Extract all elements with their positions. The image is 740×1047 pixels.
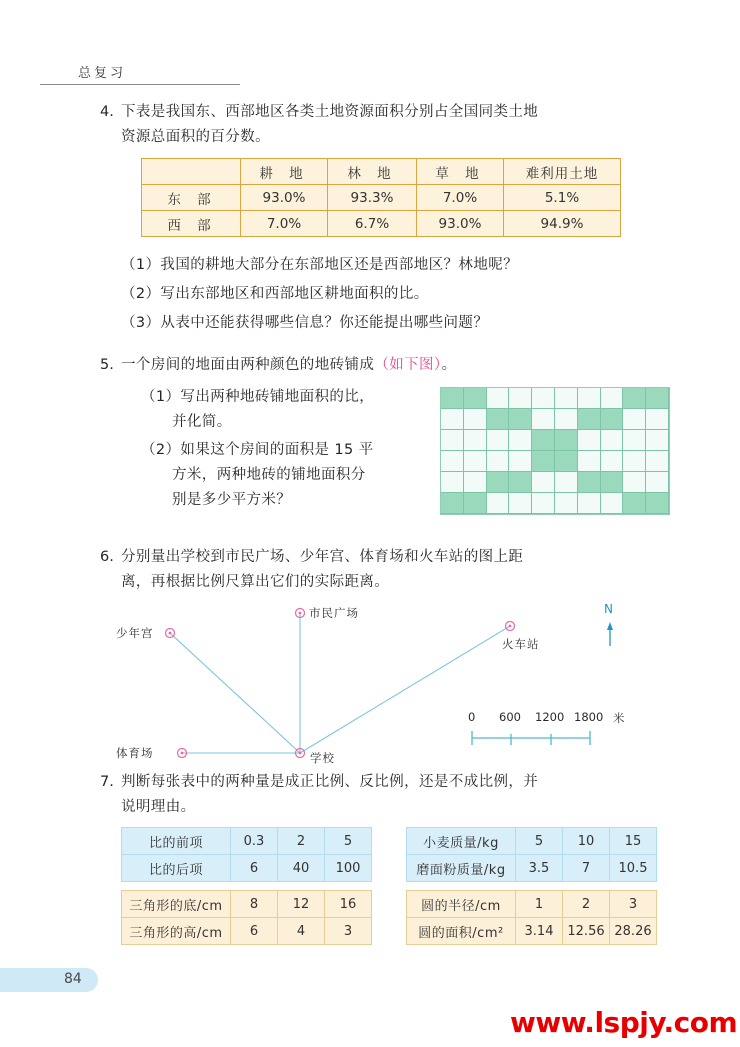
question-7-line-2: 说明理由。 xyxy=(121,799,196,815)
row-label-ratio-antecedent: 比的前项 xyxy=(122,828,231,855)
cell-value: 5 xyxy=(516,828,563,855)
tile-cell xyxy=(487,493,510,514)
cell-value: 7 xyxy=(563,855,610,882)
row-label-triangle-base: 三角形的底/cm xyxy=(122,891,231,918)
question-7-line-1: 判断每张表中的两种量是成正比例、反比例，还是不成比例，并 xyxy=(121,774,539,790)
page-number: 84 xyxy=(64,971,82,987)
question-5-sub-2c: 别是多少平方米？ xyxy=(172,492,292,508)
cell-value: 100 xyxy=(325,855,372,882)
tile-cell xyxy=(555,472,578,493)
tile-cell xyxy=(646,493,669,514)
cell-east-grassland: 7.0% xyxy=(417,185,504,211)
question-4-line-1: 下表是我国东、西部地区各类土地资源面积分别占全国同类土地 xyxy=(121,104,539,120)
scale-label-1200: 1200 xyxy=(535,710,565,724)
cell-value: 3 xyxy=(610,891,657,918)
tile-cell xyxy=(646,451,669,472)
cell-value: 28.26 xyxy=(610,918,657,945)
tile-cell xyxy=(623,451,646,472)
scale-label-600: 600 xyxy=(499,710,521,724)
table-row xyxy=(122,891,372,918)
table-corner-cell xyxy=(142,159,241,185)
circle-radius-area-table xyxy=(406,890,657,945)
tile-cell xyxy=(601,493,624,514)
scale-label-0: 0 xyxy=(468,710,476,724)
row-label-triangle-height: 三角形的高/cm xyxy=(122,918,231,945)
table-row xyxy=(122,855,372,882)
map-svg xyxy=(110,598,650,758)
page-header-title: 总复习 xyxy=(78,66,127,81)
line-school-to-train-station xyxy=(300,626,510,753)
tile-cell xyxy=(578,388,601,409)
table-row xyxy=(407,828,657,855)
tile-cell xyxy=(555,388,578,409)
question-5-sub-1b: 并化简。 xyxy=(172,414,232,430)
row-label-east: 东 部 xyxy=(142,185,241,211)
cell-east-unusable: 5.1% xyxy=(504,185,621,211)
tile-cell xyxy=(464,472,487,493)
map-label-train-station: 火车站 xyxy=(502,637,540,651)
question-5-sub-2a: （2）如果这个房间的面积是 15 平 xyxy=(141,442,374,458)
cell-west-farmland: 7.0% xyxy=(241,211,328,237)
cell-value: 16 xyxy=(325,891,372,918)
wheat-flour-table xyxy=(406,827,657,882)
row-label-circle-area: 圆的面积/cm² xyxy=(407,918,516,945)
tile-cell xyxy=(532,409,555,430)
marker-dot-train-station xyxy=(509,625,512,628)
cell-east-farmland: 93.0% xyxy=(241,185,328,211)
tile-cell xyxy=(464,388,487,409)
tile-cell xyxy=(441,409,464,430)
map-label-school: 学校 xyxy=(310,751,335,765)
row-label-west: 西 部 xyxy=(142,211,241,237)
cell-value: 3.5 xyxy=(516,855,563,882)
row-label-flour-mass: 磨面粉质量/kg xyxy=(407,855,516,882)
scale-label-1800: 1800 xyxy=(574,710,604,724)
tile-cell xyxy=(464,493,487,514)
map-label-stadium: 体育场 xyxy=(116,746,154,760)
tile-cell xyxy=(532,430,555,451)
tile-cell xyxy=(487,451,510,472)
table-row xyxy=(407,855,657,882)
question-5-line-1-end: 。 xyxy=(441,357,457,373)
cell-value: 5 xyxy=(325,828,372,855)
question-4-sub-2: （2）写出东部地区和西部地区耕地面积的比。 xyxy=(121,286,429,302)
tile-cell xyxy=(509,451,532,472)
cell-value: 3.14 xyxy=(516,918,563,945)
cell-value: 40 xyxy=(278,855,325,882)
cell-east-forest: 93.3% xyxy=(328,185,417,211)
tile-cell xyxy=(487,430,510,451)
question-4-number: 4. xyxy=(100,104,114,120)
marker-dot-civic-square xyxy=(299,612,302,615)
tile-cell xyxy=(578,493,601,514)
row-label-circle-radius: 圆的半径/cm xyxy=(407,891,516,918)
cell-west-forest: 6.7% xyxy=(328,211,417,237)
tile-cell xyxy=(646,409,669,430)
tile-cell xyxy=(487,472,510,493)
tile-cell xyxy=(646,430,669,451)
tile-cell xyxy=(623,493,646,514)
table-header-farmland: 耕 地 xyxy=(241,159,328,185)
cell-value: 8 xyxy=(231,891,278,918)
tile-cell xyxy=(509,409,532,430)
question-5-line-1 xyxy=(121,353,456,378)
question-5-figure-note: （如下图） xyxy=(374,357,442,373)
cell-value: 6 xyxy=(231,855,278,882)
tile-cell xyxy=(441,493,464,514)
tile-cell xyxy=(623,430,646,451)
tile-cell xyxy=(555,430,578,451)
tile-cell xyxy=(487,409,510,430)
question-7-number: 7. xyxy=(100,774,114,790)
table-row xyxy=(142,211,621,237)
floor-tile-diagram xyxy=(440,387,670,515)
tile-cell xyxy=(464,409,487,430)
tile-cell xyxy=(441,472,464,493)
cell-value: 6 xyxy=(231,918,278,945)
question-4-sub-3: （3）从表中还能获得哪些信息？你还能提出哪些问题？ xyxy=(121,315,489,331)
tile-cell xyxy=(623,388,646,409)
tile-cell xyxy=(578,430,601,451)
table-row xyxy=(407,891,657,918)
scale-unit-label: 米 xyxy=(613,711,625,725)
cell-value: 2 xyxy=(563,891,610,918)
table-header-unusable: 难利用土地 xyxy=(504,159,621,185)
tile-cell xyxy=(532,493,555,514)
city-map-diagram xyxy=(110,598,650,765)
map-label-civic-square: 市民广场 xyxy=(309,606,359,620)
header-rule xyxy=(40,84,240,85)
table-row xyxy=(122,828,372,855)
table-row xyxy=(407,918,657,945)
page-number-pill xyxy=(0,968,98,992)
tile-cell xyxy=(532,472,555,493)
question-6-line-2: 离，再根据比例尺算出它们的实际距离。 xyxy=(121,574,390,590)
question-6-number: 6. xyxy=(100,549,114,565)
tile-cell xyxy=(532,388,555,409)
cell-west-grassland: 93.0% xyxy=(417,211,504,237)
question-5-sub-1a: （1）写出两种地砖铺地面积的比， xyxy=(141,389,375,405)
question-5-line-1-text: 一个房间的地面由两种颜色的地砖铺成 xyxy=(121,357,375,373)
cell-west-unusable: 94.9% xyxy=(504,211,621,237)
cell-value: 3 xyxy=(325,918,372,945)
question-5-sub-2b: 方米，两种地砖的铺地面积分 xyxy=(172,467,366,483)
row-label-wheat-mass: 小麦质量/kg xyxy=(407,828,516,855)
table-header-grassland: 草 地 xyxy=(417,159,504,185)
tile-cell xyxy=(623,409,646,430)
tile-cell xyxy=(623,472,646,493)
tile-cell xyxy=(464,451,487,472)
marker-dot-school xyxy=(299,752,302,755)
tile-cell xyxy=(532,451,555,472)
triangle-base-height-table xyxy=(121,890,372,945)
tile-cell xyxy=(601,388,624,409)
cell-value: 12.56 xyxy=(563,918,610,945)
tile-cell xyxy=(509,430,532,451)
land-resource-table xyxy=(141,158,621,237)
marker-dot-youth-palace xyxy=(169,632,172,635)
table-row xyxy=(142,185,621,211)
tile-cell xyxy=(555,409,578,430)
question-5-number: 5. xyxy=(100,357,114,373)
line-school-to-youth-palace xyxy=(170,633,300,753)
tile-cell xyxy=(441,430,464,451)
cell-value: 0.3 xyxy=(231,828,278,855)
cell-value: 12 xyxy=(278,891,325,918)
tile-cell xyxy=(487,388,510,409)
question-4-sub-1: （1）我国的耕地大部分在东部地区还是西部地区？林地呢？ xyxy=(121,257,519,273)
tile-cell xyxy=(509,472,532,493)
tile-cell xyxy=(601,451,624,472)
tile-cell xyxy=(578,409,601,430)
page-header xyxy=(40,62,660,88)
tile-cell xyxy=(509,493,532,514)
question-6-line-1: 分别量出学校到市民广场、少年宫、体育场和火车站的图上距 xyxy=(121,549,524,565)
tile-cell xyxy=(601,472,624,493)
compass-arrow-head xyxy=(607,622,613,630)
cell-value: 2 xyxy=(278,828,325,855)
cell-value: 10.5 xyxy=(610,855,657,882)
ratio-terms-table xyxy=(121,827,372,882)
tile-cell xyxy=(441,451,464,472)
question-4-line-2: 资源总面积的百分数。 xyxy=(121,129,270,145)
site-watermark: www.lspjy.com xyxy=(510,1006,738,1039)
map-label-youth-palace: 少年宫 xyxy=(116,626,154,640)
tile-cell xyxy=(601,409,624,430)
tile-cell xyxy=(464,430,487,451)
cell-value: 10 xyxy=(563,828,610,855)
tile-cell xyxy=(601,430,624,451)
tile-cell xyxy=(555,451,578,472)
tile-cell xyxy=(578,451,601,472)
table-row xyxy=(122,918,372,945)
cell-value: 1 xyxy=(516,891,563,918)
tile-cell xyxy=(578,472,601,493)
compass-north-label: N xyxy=(604,602,613,616)
row-label-ratio-consequent: 比的后项 xyxy=(122,855,231,882)
table-header-row xyxy=(142,159,621,185)
tile-cell xyxy=(646,472,669,493)
cell-value: 4 xyxy=(278,918,325,945)
tile-cell xyxy=(555,493,578,514)
table-header-forest: 林 地 xyxy=(328,159,417,185)
tile-cell xyxy=(441,388,464,409)
tile-cell xyxy=(646,388,669,409)
tile-cell xyxy=(509,388,532,409)
marker-dot-stadium xyxy=(181,752,184,755)
cell-value: 15 xyxy=(610,828,657,855)
